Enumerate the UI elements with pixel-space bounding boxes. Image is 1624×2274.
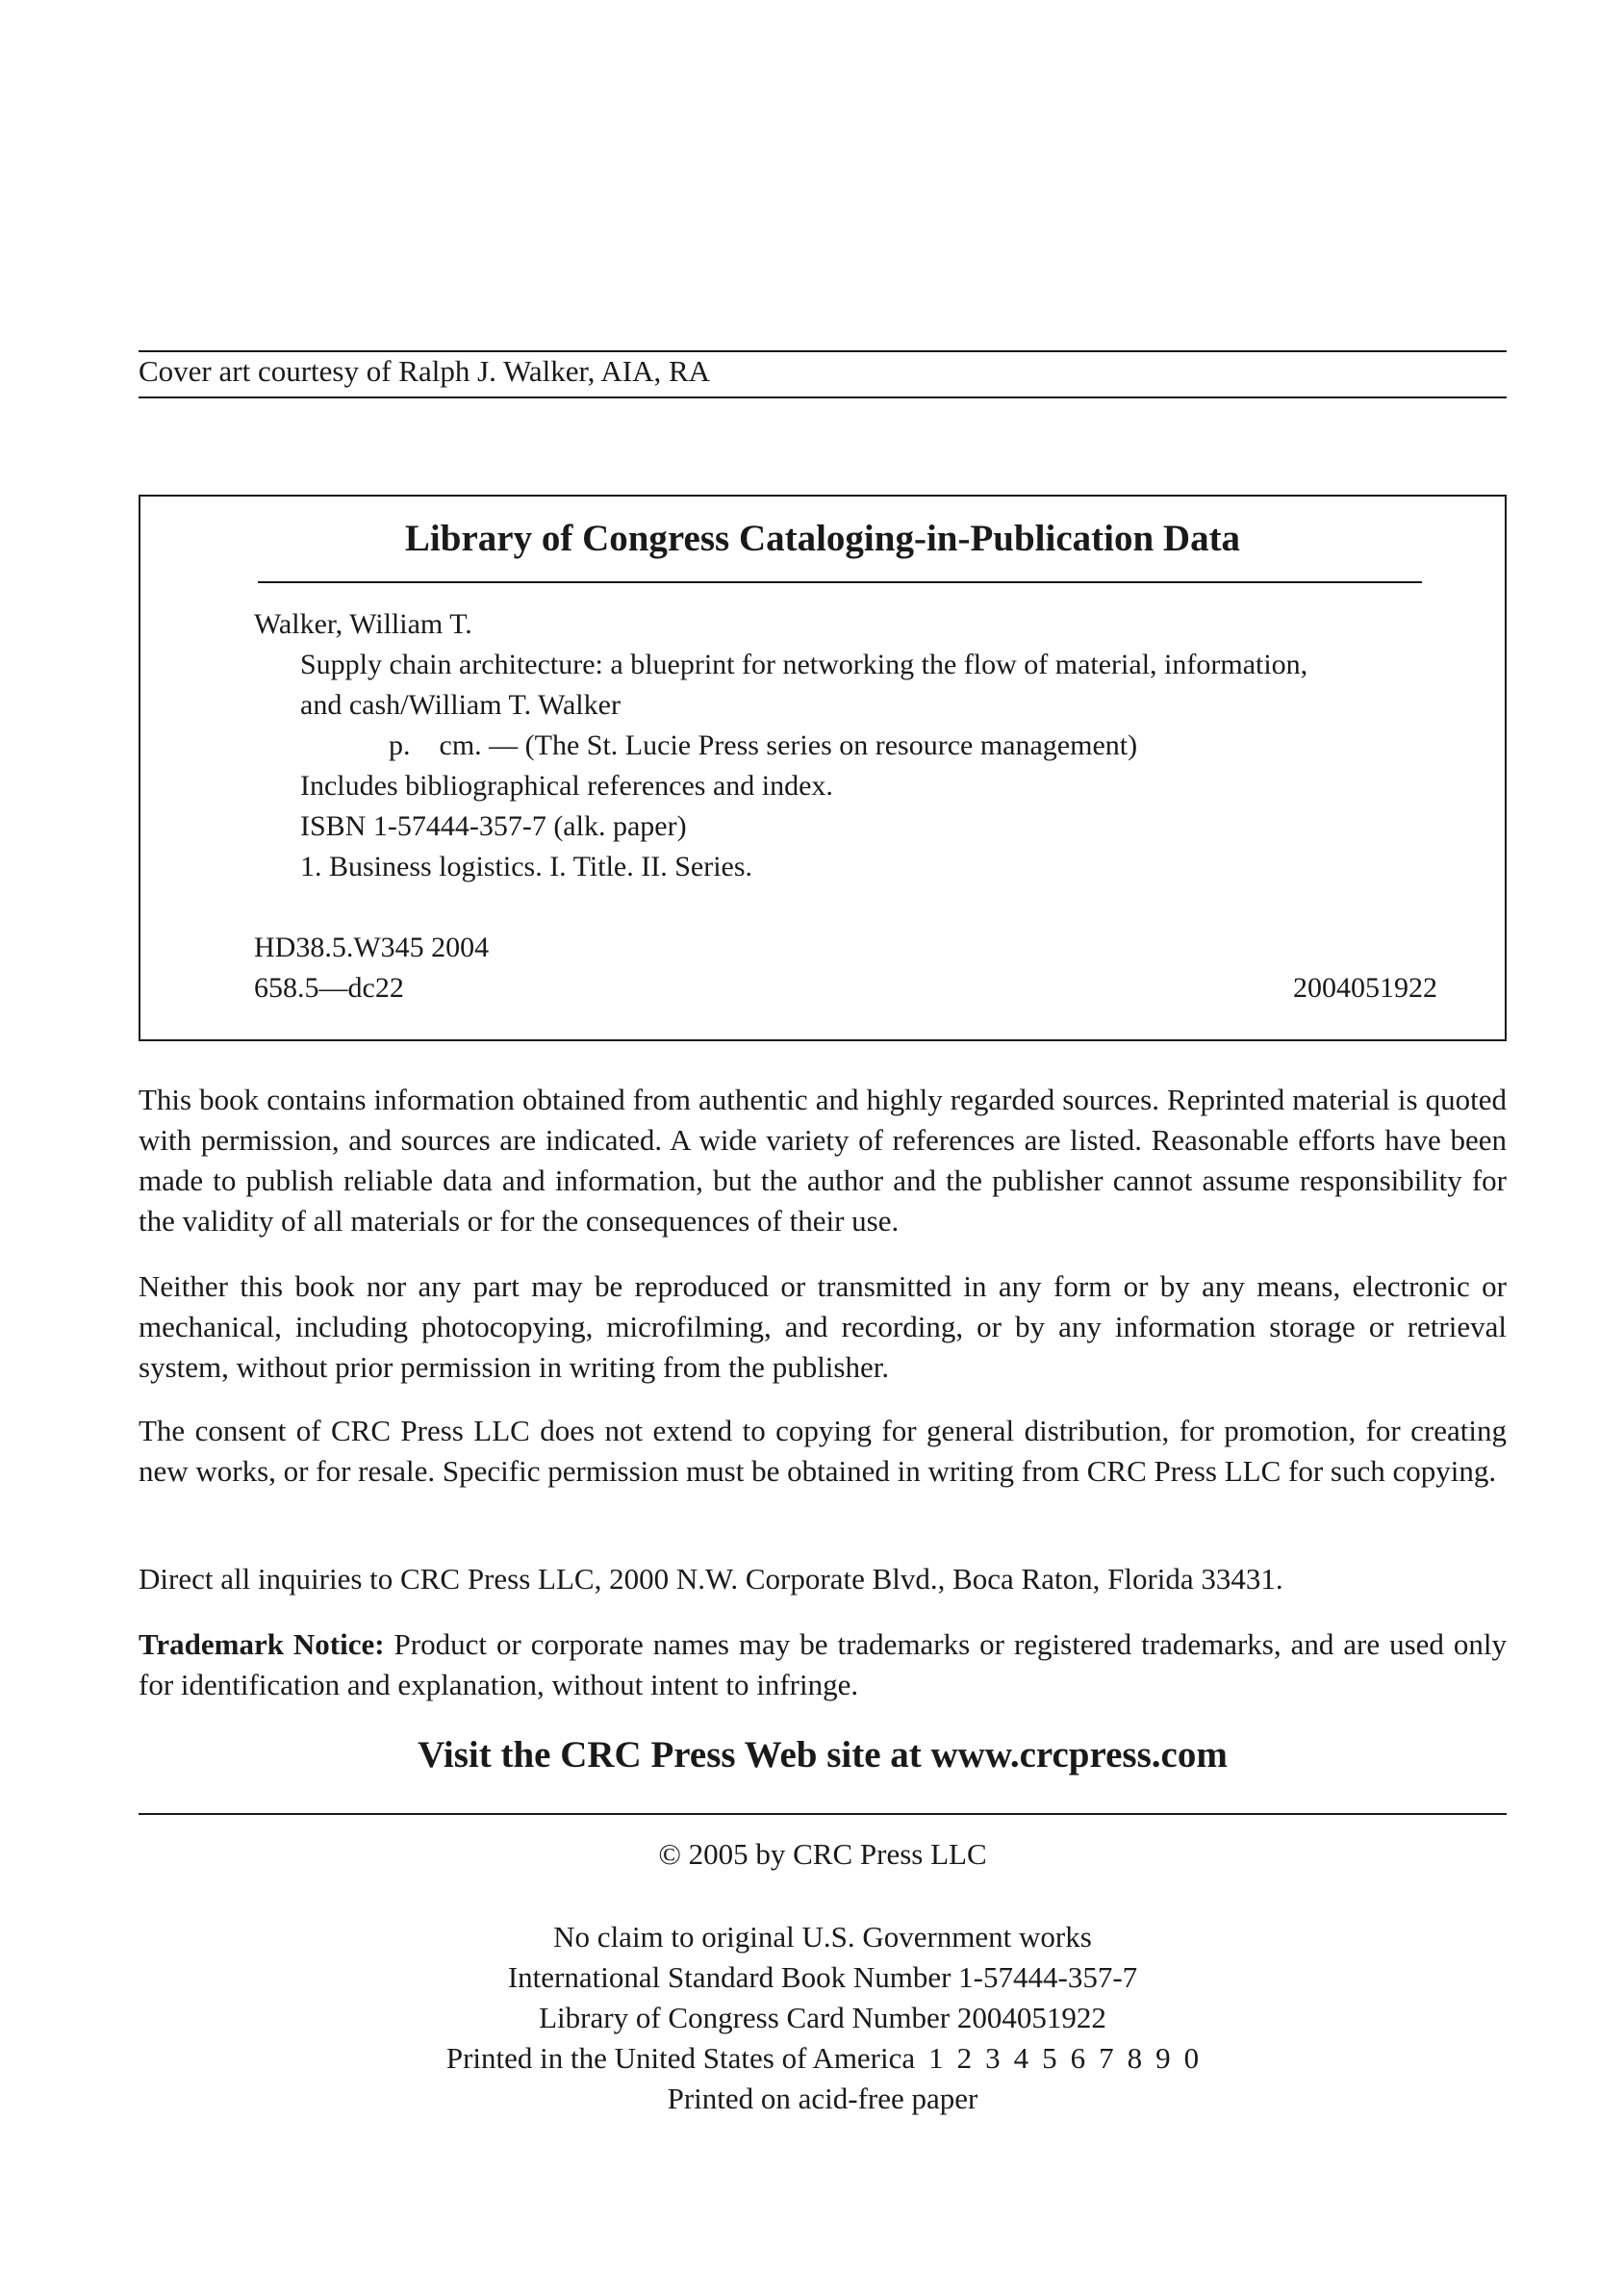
gov-works-note: No claim to original U.S. Government works [553, 1920, 1092, 1954]
isbn-line: International Standard Book Number 1-57444-357-7 [507, 1960, 1138, 1994]
print-number: 2 [956, 2041, 973, 2075]
cip-title-statement: Supply chain architecture: a blueprint for networking the flow of material, information, [300, 649, 1308, 680]
paragraph-reproduction: Neither this book nor any part may be reproduced or transmitted in any form or by any means, electronic or mechanical, including photocopying, microfilming, and recording, or by any information storage or retrieval system, without prior permission in writing from the publisher. [139, 1269, 1507, 1384]
paragraph-consent: The consent of CRC Press LLC does not extend to copying for general distribution, for promotion, for creating new works, or for resale. Specific permission must be obtained in writing from CRC Press LLC for such copying. [139, 1414, 1507, 1488]
printed-line [139, 2038, 1507, 2079]
imprint-block [139, 1917, 1507, 2119]
lccn-line: Library of Congress Card Number 2004051922 [539, 2001, 1106, 2034]
cover-top-rule [139, 350, 1507, 352]
cip-record [254, 604, 1437, 1009]
cip-isbn: ISBN 1-57444-357-7 (alk. paper) [300, 810, 687, 842]
cip-dewey: 658.5—dc22 [254, 972, 404, 1004]
print-number: 9 [1155, 2041, 1171, 2075]
cover-bottom-rule [139, 396, 1507, 398]
cip-title-statement-cont: and cash/William T. Walker [300, 689, 621, 721]
paragraph-sources: This book contains information obtained from authentic and highly regarded sources. Reprinted material is quoted with permission, and sources are indicated. A wide variety of references are listed. Reasonable efforts have been made to publish reliable data and information, but the author and the publisher cannot assume responsibility for the validity of all materials or for the consequences of their use. [139, 1083, 1507, 1238]
visit-website: Visit the CRC Press Web site at www.crcpress.com [418, 1734, 1228, 1776]
print-number: 6 [1070, 2041, 1086, 2075]
cip-subjects: 1. Business logistics. I. Title. II. Series. [300, 851, 753, 882]
copyright-rule [139, 1813, 1507, 1815]
print-number: 8 [1127, 2041, 1143, 2075]
trademark-label: Trademark Notice: [139, 1627, 385, 1661]
cover-credit: Cover art courtesy of Ralph J. Walker, AIA, RA [139, 354, 711, 388]
print-number: 5 [1042, 2041, 1057, 2075]
print-number: 3 [985, 2041, 1001, 2075]
cip-lc-class: HD38.5.W345 2004 [254, 932, 490, 963]
cip-notes: Includes bibliographical references and index. [300, 770, 833, 802]
print-number: 4 [1013, 2041, 1029, 2075]
cip-title: Library of Congress Cataloging-in-Publication Data [404, 518, 1241, 559]
trademark-text: Product or corporate names may be trademarks or registered trademarks, and are used only for identification and explanation, without intent to infringe. [139, 1627, 1508, 1701]
paper-note: Printed on acid-free paper [667, 2082, 978, 2115]
copyright-notice: © 2005 by CRC Press LLC [658, 1837, 987, 1871]
cip-data-box [139, 495, 1507, 1041]
cip-title-rule [258, 581, 1422, 583]
paragraph-trademark [139, 1624, 1507, 1705]
cip-lccn: 2004051922 [1293, 972, 1437, 1004]
cip-author: Walker, William T. [254, 608, 472, 640]
print-number: 0 [1183, 2041, 1200, 2075]
print-number: 7 [1099, 2041, 1114, 2075]
print-number: 1 [928, 2041, 944, 2075]
print-number-line [915, 2041, 1199, 2075]
cip-collation: p. cm. — (The St. Lucie Press series on resource management) [389, 729, 1138, 761]
printed-country: Printed in the United States of America [445, 2041, 916, 2075]
paragraph-inquiries: Direct all inquiries to CRC Press LLC, 2000 N.W. Corporate Blvd., Boca Raton, Florida 33431. [139, 1562, 1283, 1596]
